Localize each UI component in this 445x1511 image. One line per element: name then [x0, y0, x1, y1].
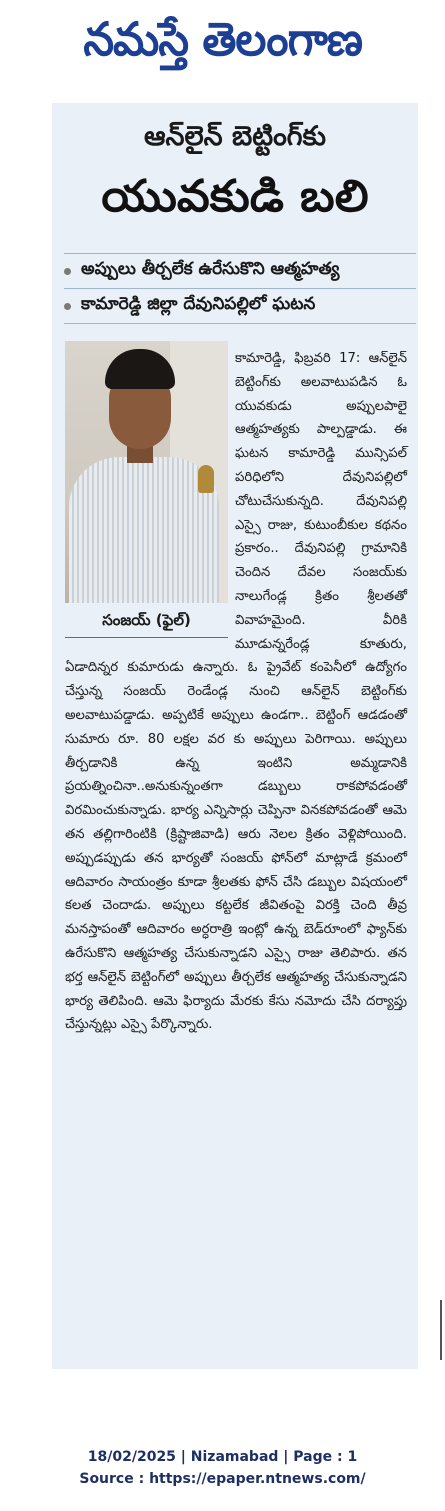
article-headline: యువకుడి బలి: [101, 171, 369, 222]
masthead: [0, 0, 445, 90]
footer-date-edition: 18/02/2025 | Nizamabad | Page : 1: [87, 1449, 358, 1465]
newspaper-title: నమస్తే తెలంగాణ: [83, 12, 362, 66]
subheading-text: కామారెడ్డి జిల్లా దేవునిపల్లిలో ఘటన: [81, 294, 316, 314]
subheading-list: [64, 253, 416, 324]
article-body: కామారెడ్డి, ఫిబ్రవరి 17: ఆన్‌లైన్ బెట్టింగ్‌కు అలవాటుపడిన ఓ యువకుడు అప్పులపాలై ఆత్మహత్యకు పాల్పడ్డాడు. ఈ ఘటన కామారెడ్డి మున్సిపల్ పరిధిలోని దేవునిపల్లిలో చోటుచేసుకున్నది. దేవునిపల్లి ఎస్సై రాజు, కుటుంబీకుల కథనం ప్రకారం.. దేవునిపల్లి గ్రామానికి చెందిన దేవల సంజయ్‌కు నాలుగేండ్ల క్రితం శ్రీలతతో వివాహమైంది. వీరికి మూడున్నరేండ్ల కూతురు, ఏడాదిన్నర కుమారుడు ఉన్నారు. ఓ ప్రైవేట్ కంపెనీలో ఉద్యోగం చేస్తున్న సంజయ్ రెండేండ్ల నుంచి ఆన్‌లైన్ బెట్టింగ్‌కు అలవాటుపడ్డాడు. అప్పటికే అప్పులు ఉండగా.. బెట్టింగ్ ఆడడంతో సుమారు రూ. 80 లక్షల వర కు అప్పులు పెరిగాయి. అప్పులు తీర్చడానికి ఉన్న ఇంటిని అమ్మడానికి ప్రయత్నించినా..అనుకున్నంతగా డబ్బులు రాకపోవడంతో విరమించుకున్నాడు. భార్య ఎన్నిసార్లు చెప్పినా వినకపోవడంతో ఆమె తన తల్లిగారింటికి (క్రిష్టాజివాడి) ఆరు నెలల క్రితం వెళ్లిపోయింది. అప్పుడప్పుడు తన భార్యతో సంజయ్ ఫోన్‌లో మాట్లాడే క్రమంలో ఆదివారం సాయంత్రం కూడా శ్రీలతకు ఫోన్ చేసి డబ్బుల విషయంలో కలత చెందాడు. అప్పులు కట్టలేక జీవితంపై విరక్తి చెంది తీవ్ర మనస్తాపంతో ఆదివారం అర్ధరాత్రి ఇంట్లో ఉన్న బెడ్‌రూంలో ఫ్యాన్‌కు ఉరేసుకొని ఆత్మహత్య చేసుకున్నాడని ఎస్సై రాజు తెలిపారు. తన భర్త ఆన్‌లైన్ బెట్టింగ్‌లో అప్పులు తీర్చలేక ఆత్మహత్య చేసుకున్నాడని భార్య తెలిపింది. ఆమె ఫిర్యాదు మేరకు కేసు నమోదు చేసి దర్యాప్తు చేస్తున్నట్లు ఎస్సై పేర్కొన్నారు.: [65, 351, 407, 1033]
bullet-dot-icon: [64, 303, 71, 310]
bullet-dot-icon: [64, 268, 71, 275]
footer: [0, 1446, 445, 1490]
subheading-text: అప్పులు తీర్చలేక ఉరేసుకొని ఆత్మహత్య: [81, 259, 340, 279]
subheading-item: [64, 289, 416, 324]
person-photo: [65, 341, 228, 603]
footer-source: Source : https://epaper.ntnews.com/: [79, 1471, 366, 1487]
edge-rule: [440, 1300, 442, 1360]
photo-caption: సంజయ్ (ఫైల్): [65, 603, 228, 638]
article-kicker: ఆన్‌లైన్ బెట్టింగ్‌కు: [144, 121, 326, 152]
article-clipping: [52, 103, 418, 1369]
subheading-item: [64, 253, 416, 289]
